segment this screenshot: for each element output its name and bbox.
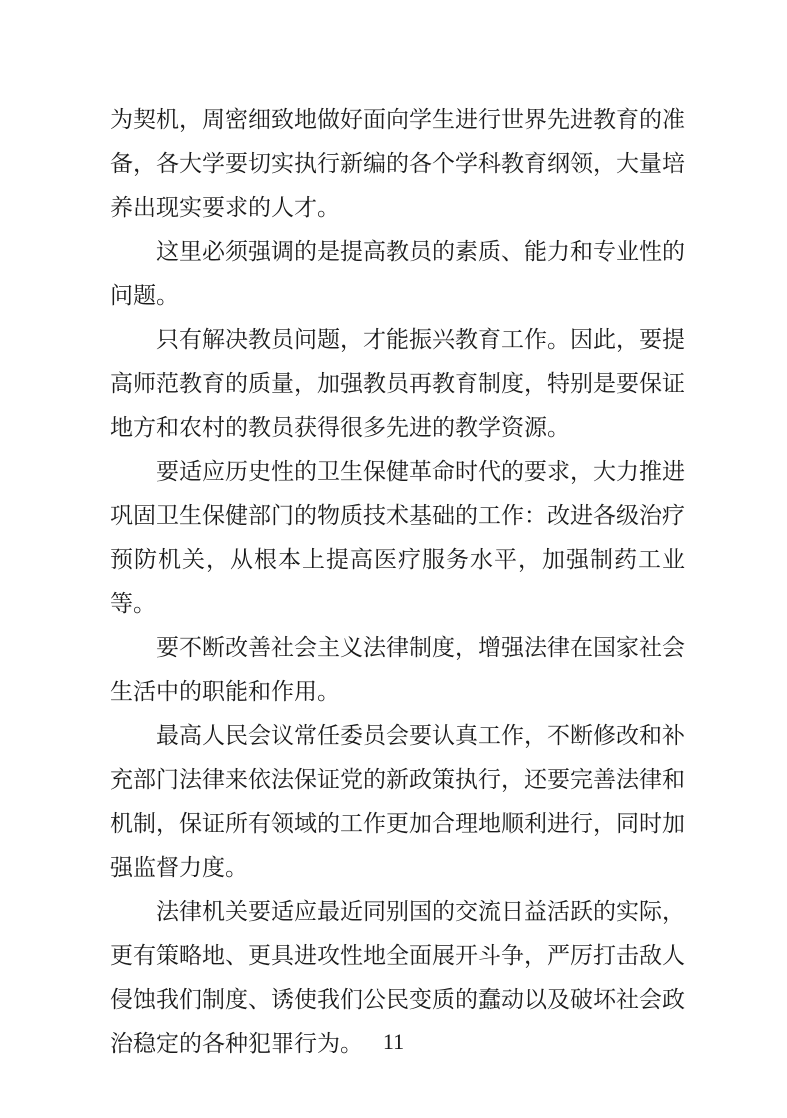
paragraph-continuation: 为契机，周密细致地做好面向学生进行世界先进教育的准备，各大学要切实执行新编的各个学科教育纲领，大量培养出现实要求的人才。: [110, 107, 685, 221]
paragraph-legal-organs: 法律机关要适应最近同别国的交流日益活跃的实际，更有策略地、更具进攻性地全面展开斗争，严厉打击敌人侵蚀我们制度、诱使我们公民变质的蠢动以及破坏社会政治稳定的各种犯罪行为。: [110, 899, 685, 1057]
body-text: [110, 98, 685, 1066]
paragraph-health-care: 要适应历史性的卫生保健革命时代的要求，大力推进巩固卫生保健部门的物质技术基础的工作：改进各级治疗预防机关，从根本上提高医疗服务水平，加强制药工业等。: [110, 459, 685, 617]
paragraph-teacher-issue: 只有解决教员问题，才能振兴教育工作。因此，要提高师范教育的质量，加强教员再教育制度，特别是要保证地方和农村的教员获得很多先进的教学资源。: [110, 327, 685, 441]
paragraph-standing-committee: 最高人民会议常任委员会要认真工作，不断修改和补充部门法律来依法保证党的新政策执行，还要完善法律和机制，保证所有领域的工作更加合理地顺利进行，同时加强监督力度。: [110, 723, 685, 881]
paragraph-legal-system: 要不断改善社会主义法律制度，增强法律在国家社会生活中的职能和作用。: [110, 635, 685, 705]
paragraph-teacher-quality: 这里必须强调的是提高教员的素质、能力和专业性的问题。: [110, 239, 685, 309]
page-number: 11: [382, 1029, 405, 1054]
